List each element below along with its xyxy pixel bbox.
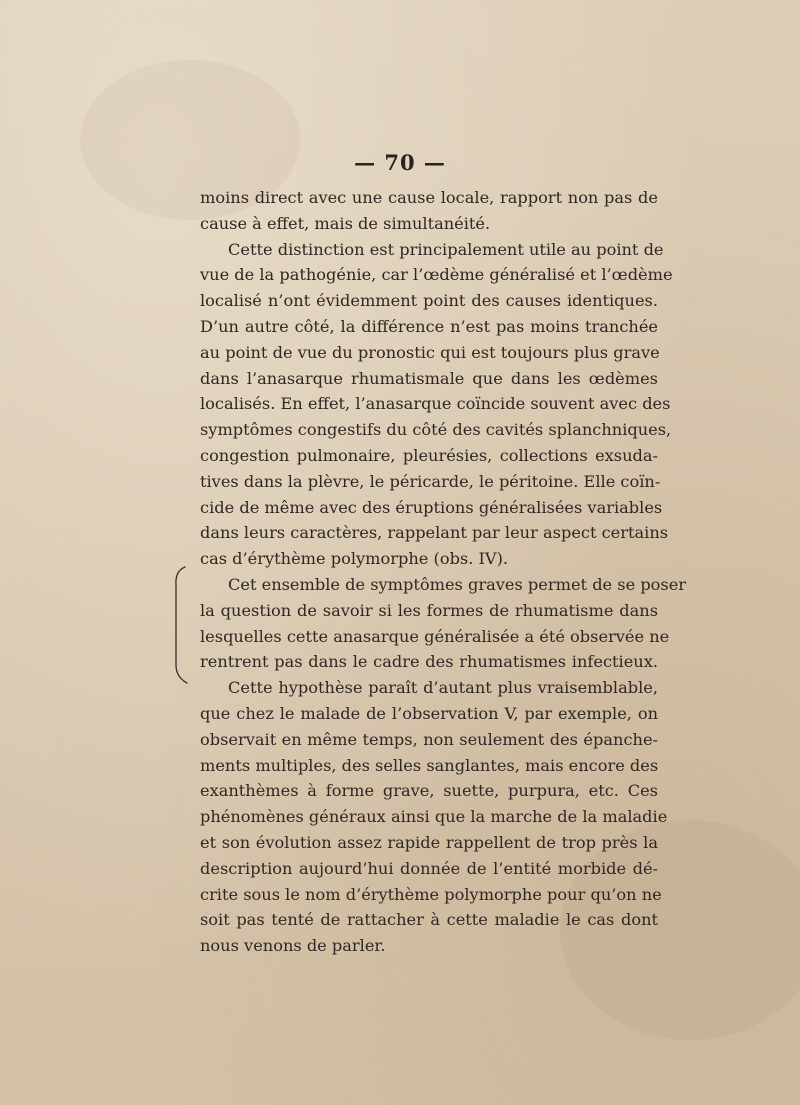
text-line: cause à effet, mais de simultanéité.: [200, 213, 491, 233]
text-line: exanthèmes à forme grave, suette, purpura, etc. Ces: [200, 781, 658, 801]
text-line: rentrent pas dans le cadre des rhumatismes infectieux.: [200, 652, 658, 672]
text-line: description aujourd’hui donnée de l’entité morbide dé-: [200, 858, 658, 878]
text-line: observait en même temps, non seulement des épanche-: [200, 729, 658, 749]
text-line: la question de savoir si les formes de rhumatisme dans: [200, 600, 658, 620]
text-line: Cet ensemble de symptômes graves permet de se poser: [228, 574, 687, 594]
text-line: que chez le malade de l’observation V, par exemple, on: [200, 703, 658, 723]
text-line: D’un autre côté, la différence n’est pas moins tranchée: [200, 316, 658, 336]
text-line: localisé n’ont évidemment point des causes identiques.: [200, 291, 658, 311]
text-line: Cette hypothèse paraît d’autant plus vraisemblable,: [228, 678, 658, 698]
text-line: vue de la pathogénie, car l’œdème généralisé et l’œdème: [200, 265, 673, 285]
text-line: dans leurs caractères, rappelant par leur aspect certains: [200, 523, 669, 543]
text-line: moins direct avec une cause locale, rapport non pas de: [200, 188, 658, 207]
text-line: et son évolution assez rapide rappellent de trop près la: [200, 832, 658, 852]
text-line: phénomènes généraux ainsi que la marche de la maladie: [200, 807, 668, 827]
body-text: [200, 185, 687, 959]
text-line: crite sous le nom d’érythème polymorphe pour qu’on ne: [200, 884, 662, 904]
text-line: au point de vue du pronostic qui est toujours plus grave: [200, 342, 660, 362]
text-line: dans l’anasarque rhumatismale que dans les œdèmes: [200, 368, 658, 388]
text-line: cas d’érythème polymorphe (obs. IV).: [200, 549, 509, 569]
text-line: nous venons de parler.: [200, 936, 386, 956]
text-line: soit pas tenté de rattacher à cette maladie le cas dont: [200, 910, 658, 930]
text-line: congestion pulmonaire, pleurésies, collections exsuda-: [200, 445, 658, 465]
text-line: ments multiples, des selles sanglantes, mais encore des: [200, 755, 659, 775]
margin-bracket-mark: [171, 565, 191, 685]
text-line: Cette distinction est principalement utile au point de: [228, 239, 664, 259]
text-line: cide de même avec des éruptions généralisées variables: [200, 497, 663, 517]
text-line: symptômes congestifs du côté des cavités splanchniques,: [200, 420, 672, 440]
text-line: localisés. En effet, l’anasarque coïncide souvent avec des: [200, 394, 671, 414]
text-line: tives dans la plèvre, le péricarde, le péritoine. Elle coïn-: [200, 471, 661, 491]
text-line: lesquelles cette anasarque généralisée a été observée ne: [200, 626, 670, 646]
page-number: — 70 —: [354, 150, 446, 175]
